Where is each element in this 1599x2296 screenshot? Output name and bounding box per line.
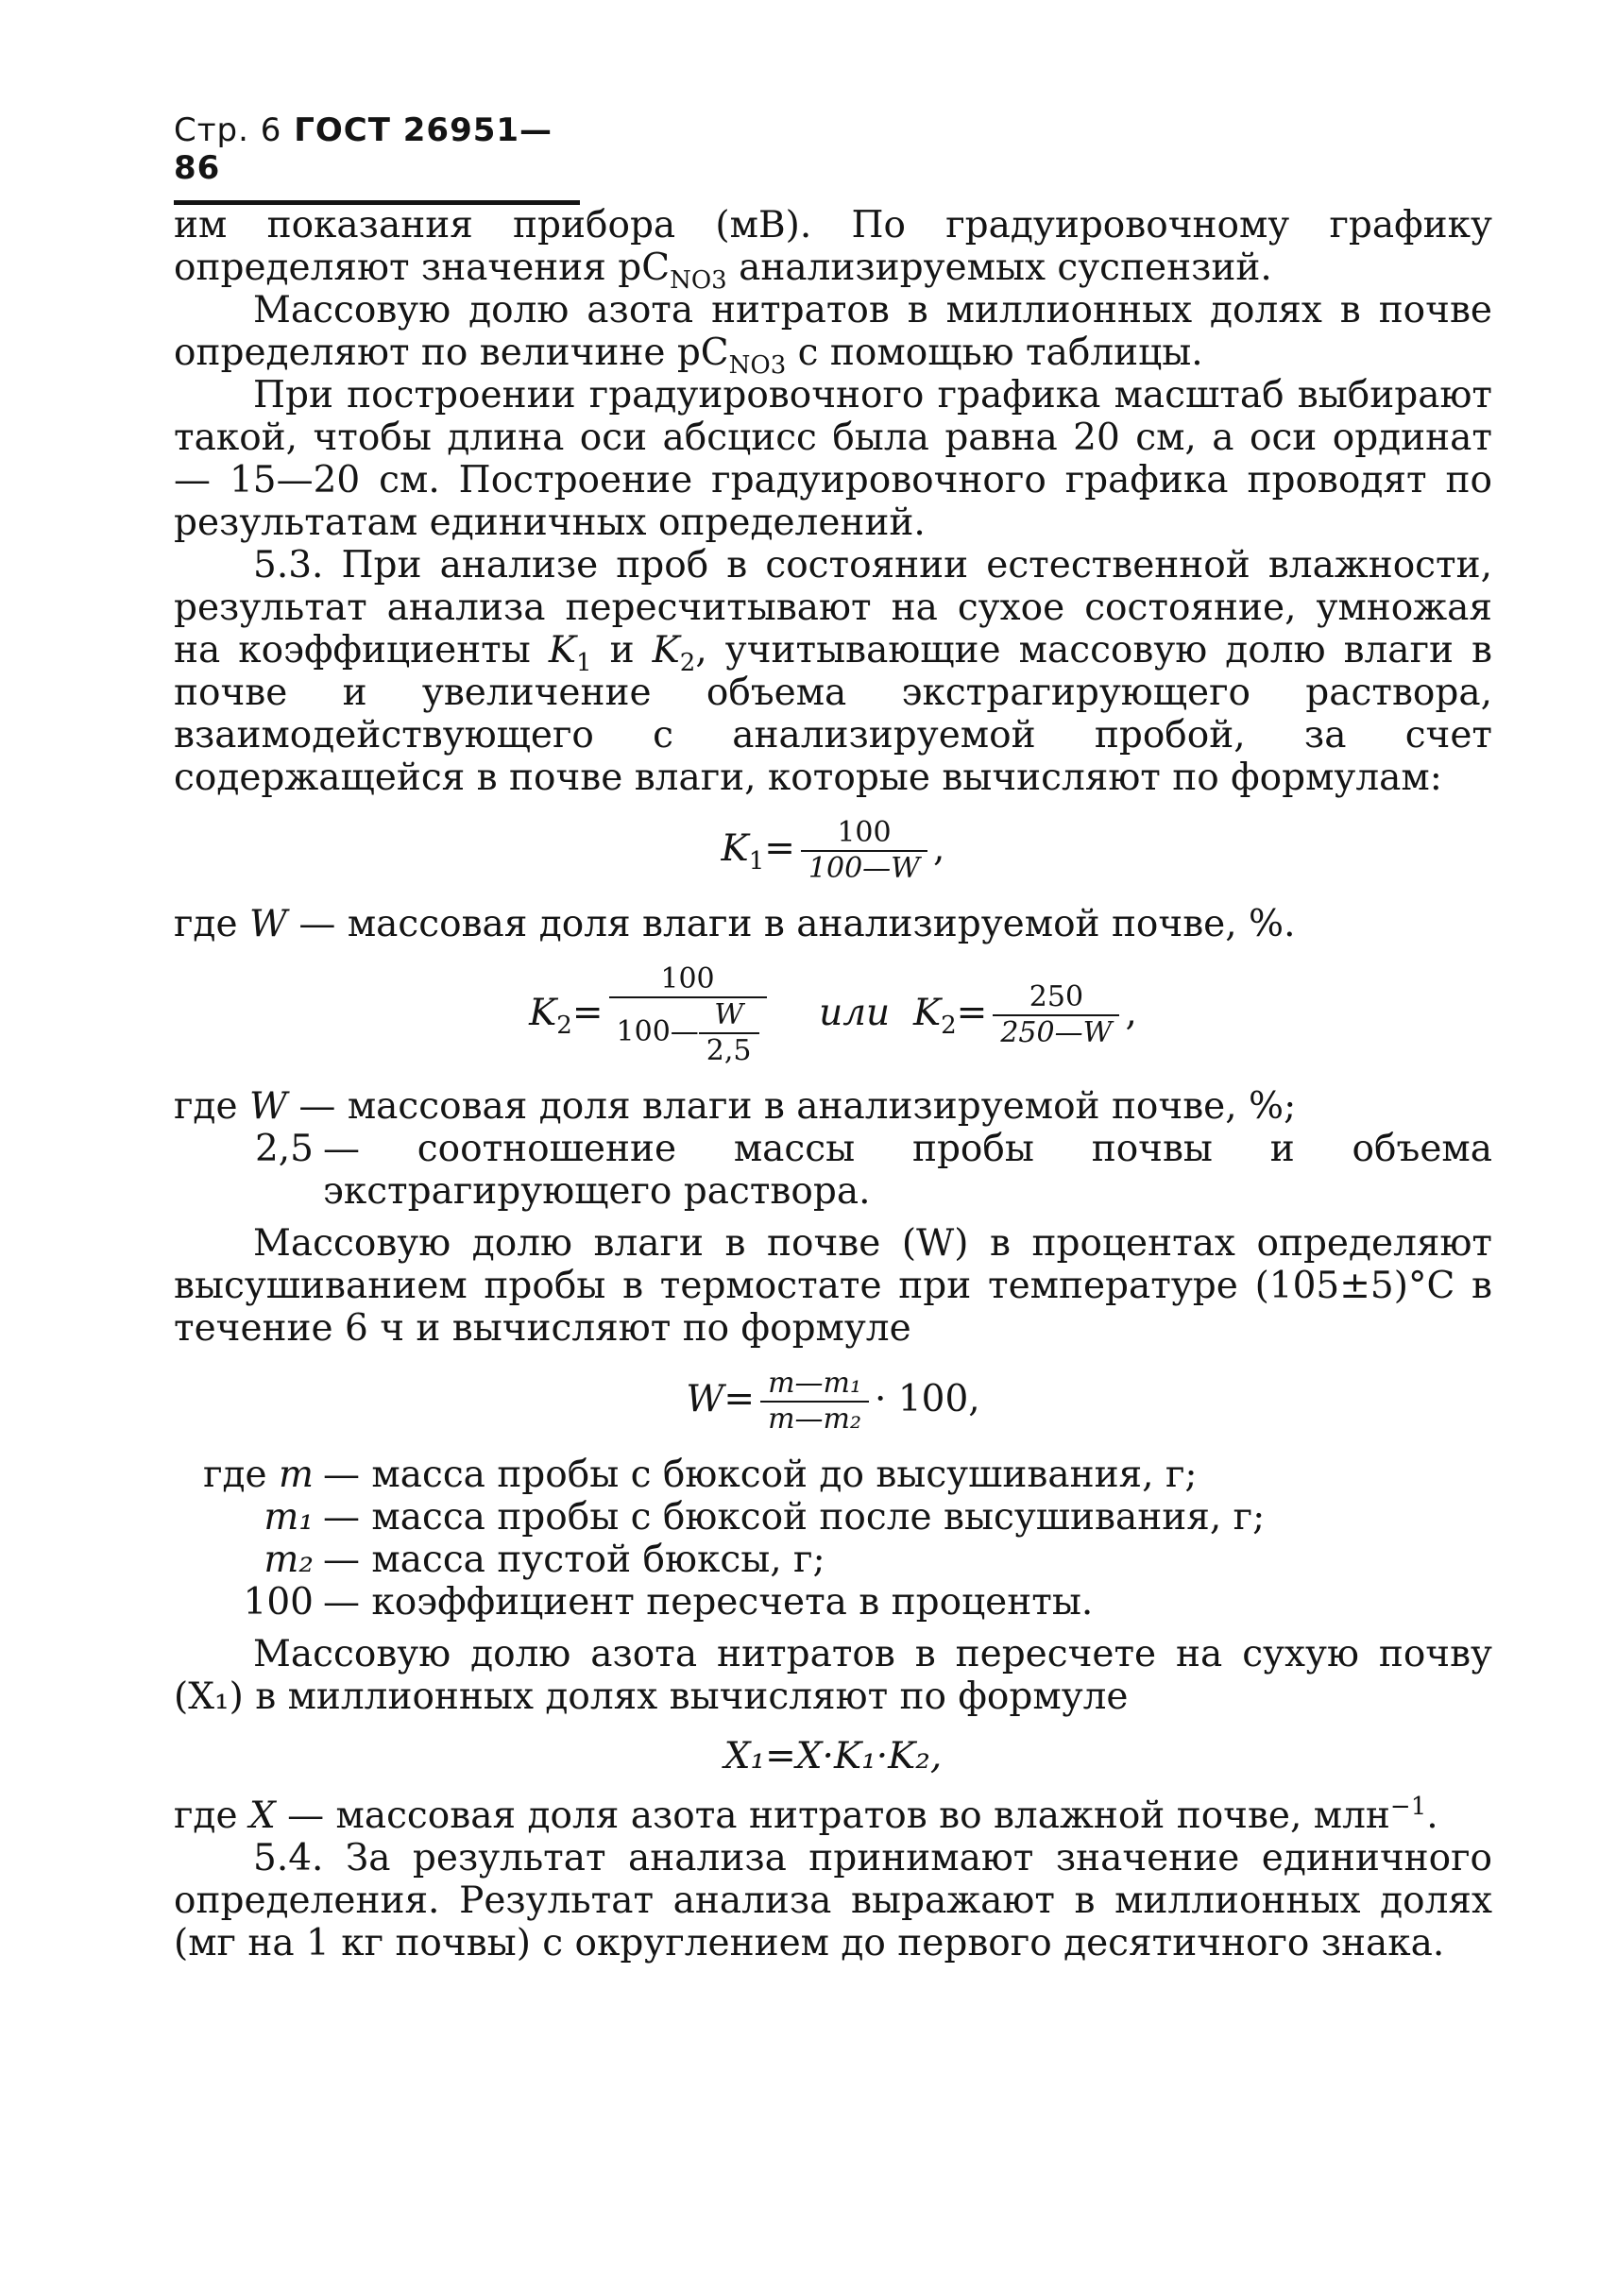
fraction: 100 100— $\frac{W}{2,5}$ bbox=[609, 962, 767, 1068]
fraction: $\frac{250}{250—W}$ bbox=[993, 980, 1119, 1050]
formula-w: W= $\frac{\text{m—m₁}}{\text{m—m₂}}$ · 100, bbox=[686, 1367, 980, 1436]
fraction: $\frac{100}{100—W}$ bbox=[801, 816, 927, 886]
page-header bbox=[174, 111, 580, 205]
formula-k2: $K_2=$ 100 100— $\frac{W}{2,5}$ или $K_2=$ $\frac{250}{250—W}$ , bbox=[529, 962, 1137, 1067]
document-body bbox=[174, 204, 1492, 1964]
paragraph-5-3: 5.3. При анализе проб в состоянии естественной влажности, результат анализа пересчитывают на сухое состояние, умножая на коэффициенты $K_1$ и $K_2$, учитывающие массовую долю влаги в почве и увеличение объема экстрагирующего раствора, взаимодействующего с анализируемой пробой, за счет содержащейся в почве влаги, которые вычисляют по формулам: bbox=[174, 544, 1492, 799]
formula-x1: X₁=X·K₁·K₂, bbox=[723, 1735, 943, 1777]
paragraph-calibration-graph: При построении градуировочного графика масштаб выбирают такой, чтобы длина оси абсцисс была равна 20 см, а оси ординат — 15—20 см. Построение градуировочного графика проводят по результатам единичных определений. bbox=[174, 374, 1492, 544]
paragraph-nitrate-dry: Массовую долю азота нитратов в пересчете на сухую почву (X₁) в миллионных долях вычисляют по формуле bbox=[174, 1633, 1492, 1718]
paragraph-5-4: 5.4. За результат анализа принимают значение единичного определения. Результат анализа выражают в миллионных долях (мг на 1 кг почвы) с округлением до первого десятичного знака. bbox=[174, 1837, 1492, 1964]
formula-k1: $K_1=$ $\frac{100}{100—W}$ , bbox=[721, 816, 945, 885]
where-w-1: где W — массовая доля влаги в анализируемой почве, %. bbox=[174, 903, 1296, 945]
where-w-2: где W — массовая доля влаги в анализируемой почве, %; 2,5 — соотношение массы пробы почвы и объема экстрагирующего раствора. bbox=[174, 1085, 1492, 1213]
paragraph-continuation: им показания прибора (мВ). По градуировочному графику определяют значения $pC_{NO3}$ анализируемых суспензий. bbox=[174, 204, 1492, 295]
standard-number: ГОСТ 26951—86 bbox=[174, 111, 553, 187]
nested-fraction: $\frac{W}{2,5}$ bbox=[699, 998, 759, 1068]
paragraph-mass-fraction: Массовую долю азота нитратов в миллионных долях в почве определяют по величине $pC_{NO3}$ с помощью таблицы. bbox=[174, 289, 1492, 380]
page-number: Стр. 6 bbox=[174, 111, 282, 149]
paragraph-moisture: Массовую долю влаги в почве (W) в процентах определяют высушиванием пробы в термостате при температуре (105±5)°С в течение 6 ч и вычисляют по формуле bbox=[174, 1222, 1492, 1350]
where-m: где m — масса пробы с бюксой до высушивания, г; m₁ — масса пробы с бюксой после высушивания, г; m₂ — масса пустой бюксы, г; 100 — коэффициент пересчета в проценты. bbox=[203, 1454, 1266, 1624]
where-x: где X — массовая доля азота нитратов во влажной почве, млн$^{-1}$. bbox=[174, 1793, 1438, 1837]
fraction: $\frac{\text{m—m₁}}{\text{m—m₂}}$ bbox=[760, 1367, 869, 1437]
